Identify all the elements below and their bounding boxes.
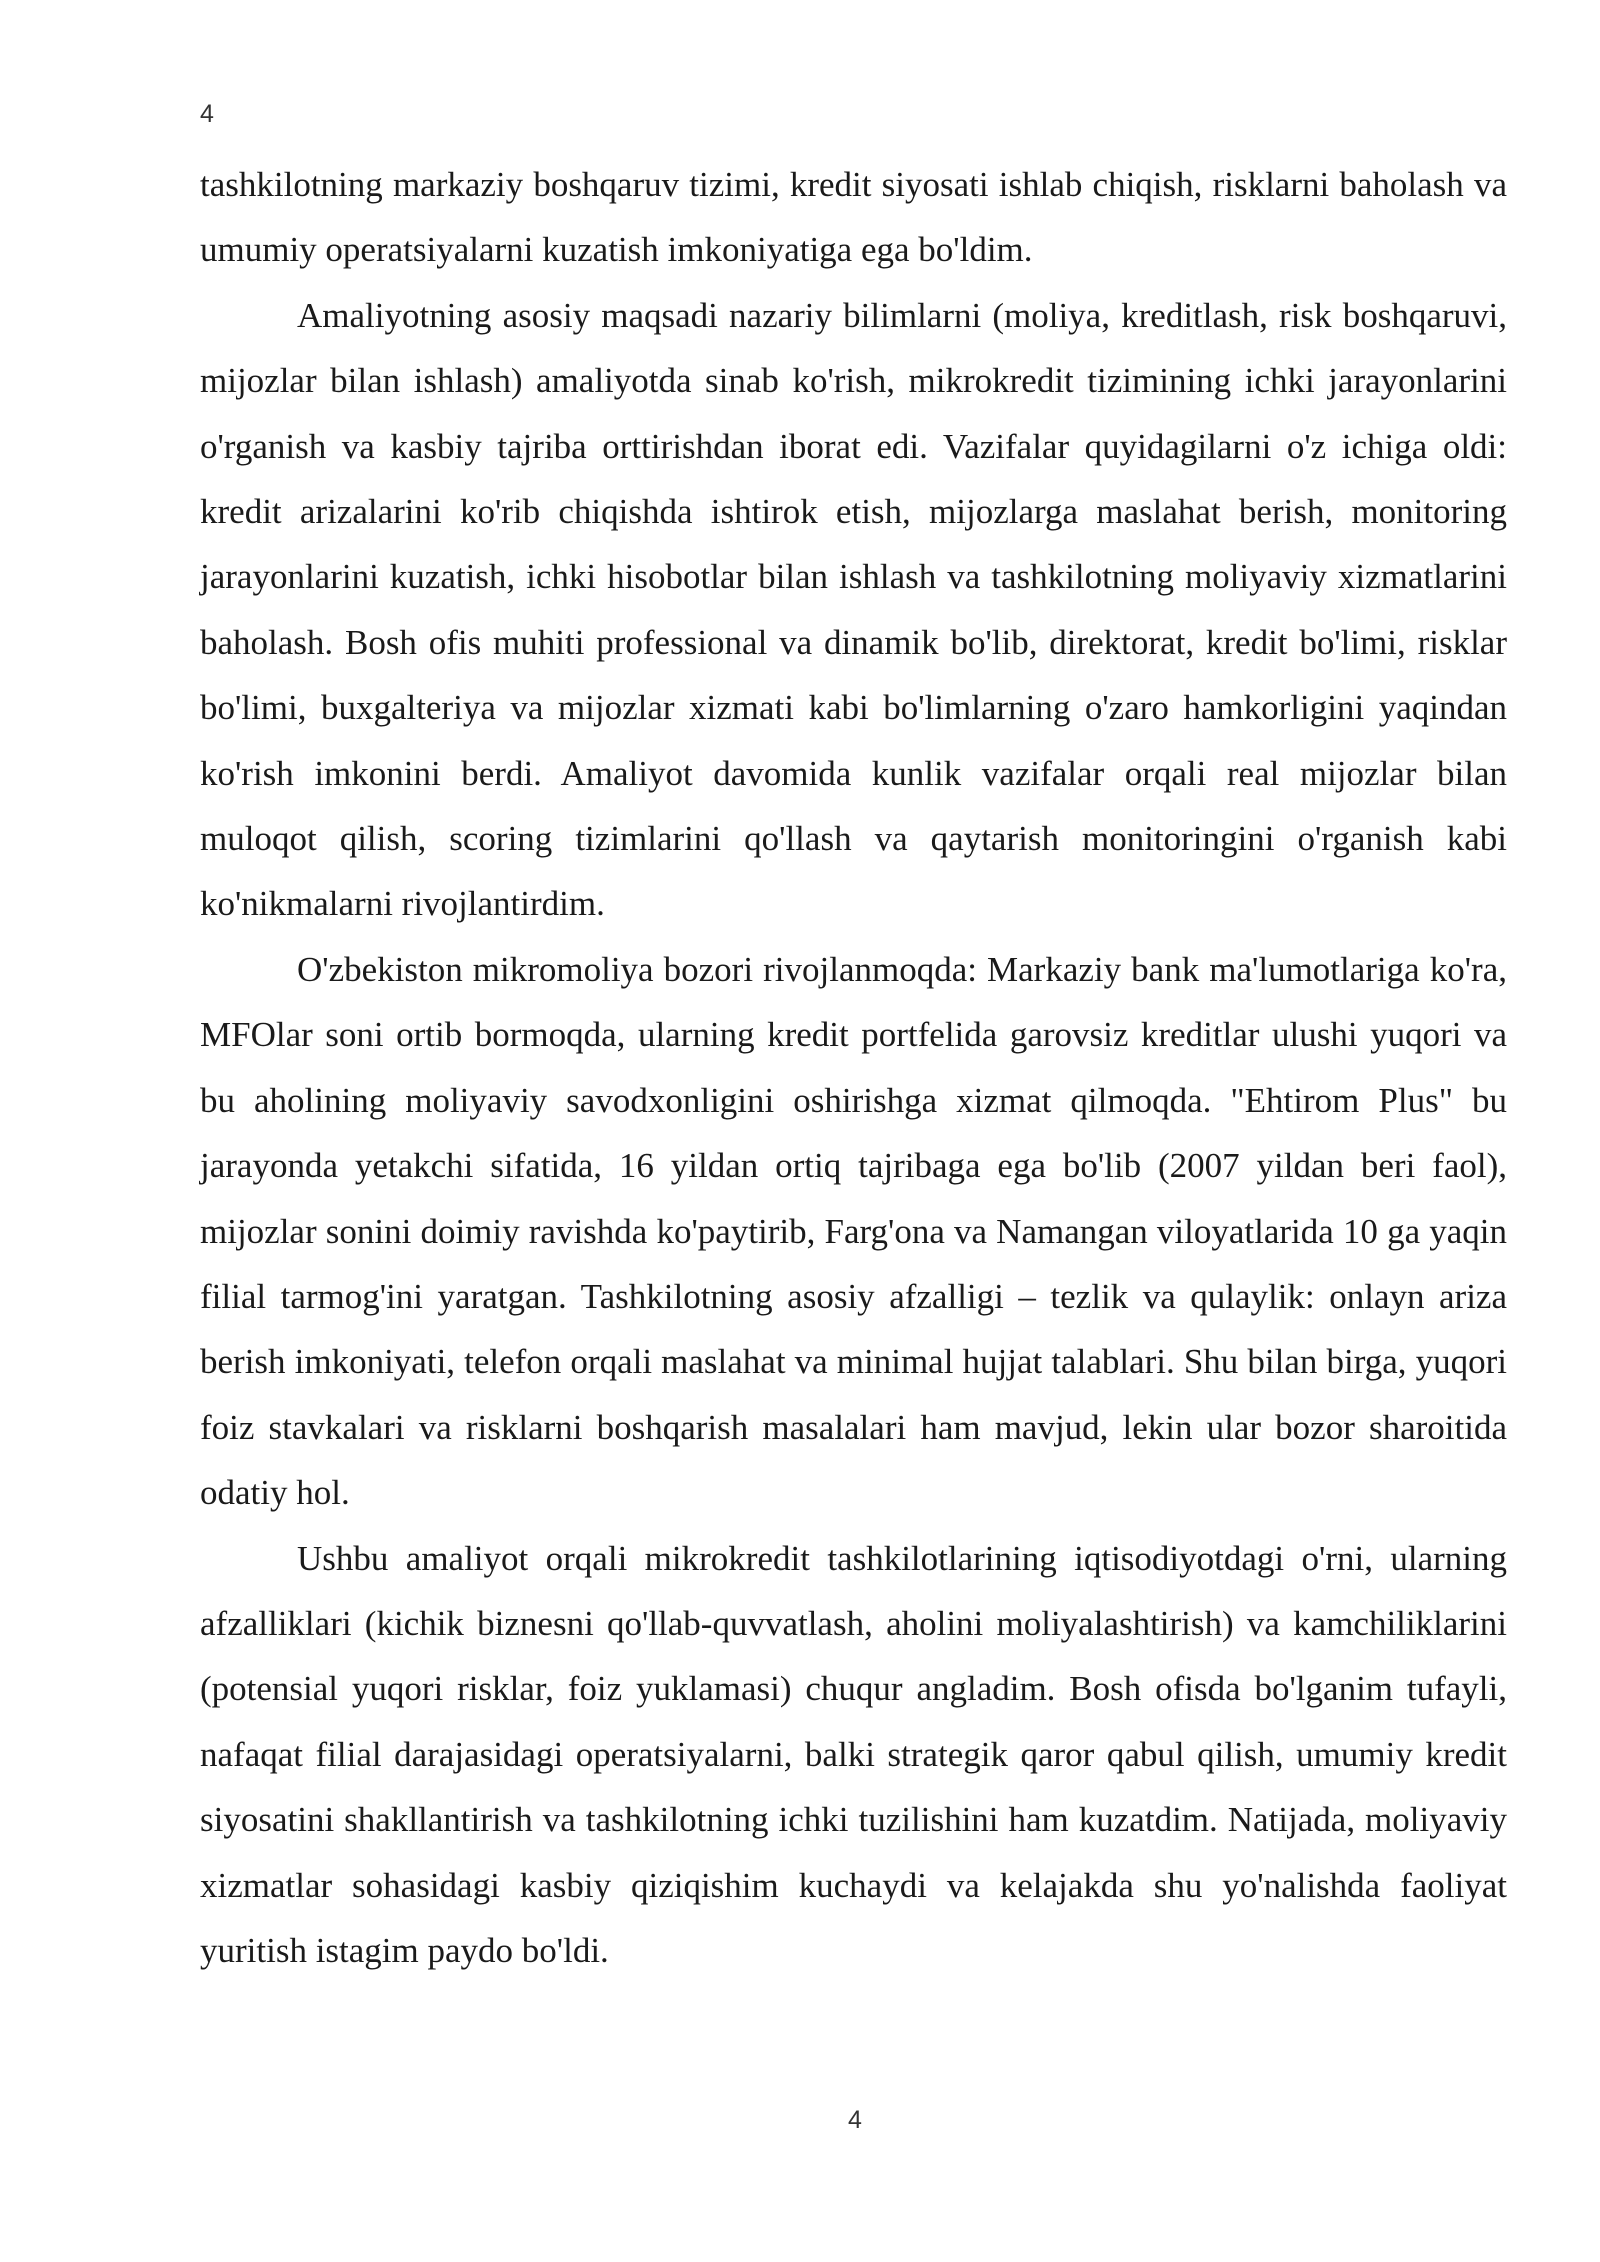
paragraph-microfinance-market: O'zbekiston mikromoliya bozori rivojlanmoqda: Markaziy bank ma'lumotlariga ko'ra, MFOlar soni ortib bormoqda, ularning kredit portfelida garovsiz kreditlar ulushi yuqori va bu aholining moliyaviy savodxonligini oshirishga xizmat qilmoqda. "Ehtirom Plus" bu jarayonda yetakchi sifatida, 16 yildan ortiq tajribaga ega bo'lib (2007 yildan beri faol), mijozlar sonini doimiy ravishda ko'paytirib, Farg'ona va Namangan viloyatlarida 10 ga yaqin filial tarmog'ini yaratgan. Tashkilotning asosiy afzalligi – tezlik va qulaylik: onlayn ariza berish imkoniyati, telefon orqali maslahat va minimal hujjat talablari. Shu bilan birga, yuqori foiz stavkalari va risklarni boshqarish masalalari ham mavjud, lekin ular bozor sharoitida odatiy hol. [200,949,1507,1513]
body-text [200,152,1507,1983]
header-page-number: 4 [200,100,214,128]
footer-page-number: 4 [848,2106,862,2134]
paragraph-continuation: tashkilotning markaziy boshqaruv tizimi, kredit siyosati ishlab chiqish, risklarni baholash va umumiy operatsiyalarni kuzatish imkoniyatiga ega bo'ldim. [200,165,1507,270]
paragraph-conclusion: Ushbu amaliyot orqali mikrokredit tashkilotlarining iqtisodiyotdagi o'rni, ularning afzalliklari (kichik biznesni qo'llab-quvvatlash, aholini moliyalashtirish) va kamchiliklarini (potensial yuqori risklar, foiz yuklamasi) chuqur angladim. Bosh ofisda bo'lganim tufayli, nafaqat filial darajasidagi operatsiyalarni, balki strategik qaror qabul qilish, umumiy kredit siyosatini shakllantirish va tashkilotning ichki tuzilishini ham kuzatdim. Natijada, moliyaviy xizmatlar sohasidagi kasbiy qiziqishim kuchaydi va kelajakda shu yo'nalishda faoliyat yuritish istagim paydo bo'ldi. [200,1538,1507,1970]
paragraph-practice-goals: Amaliyotning asosiy maqsadi nazariy bilimlarni (moliya, kreditlash, risk boshqaruvi, mijozlar bilan ishlash) amaliyotda sinab ko'rish, mikrokredit tizimining ichki jarayonlarini o'rganish va kasbiy tajriba orttirishdan iborat edi. Vazifalar quyidagilarni o'z ichiga oldi: kredit arizalarini ko'rib chiqishda ishtirok etish, mijozlarga maslahat berish, monitoring jarayonlarini kuzatish, ichki hisobotlar bilan ishlash va tashkilotning moliyaviy xizmatlarini baholash. Bosh ofis muhiti professional va dinamik bo'lib, direktorat, kredit bo'limi, risklar bo'limi, buxgalteriya va mijozlar xizmati kabi bo'limlarning o'zaro hamkorligini yaqindan ko'rish imkonini berdi. Amaliyot davomida kunlik vazifalar orqali real mijozlar bilan muloqot qilish, scoring tizimlarini qo'llash va qaytarish monitoringini o'rganish kabi ko'nikmalarni rivojlantirdim. [200,295,1507,924]
